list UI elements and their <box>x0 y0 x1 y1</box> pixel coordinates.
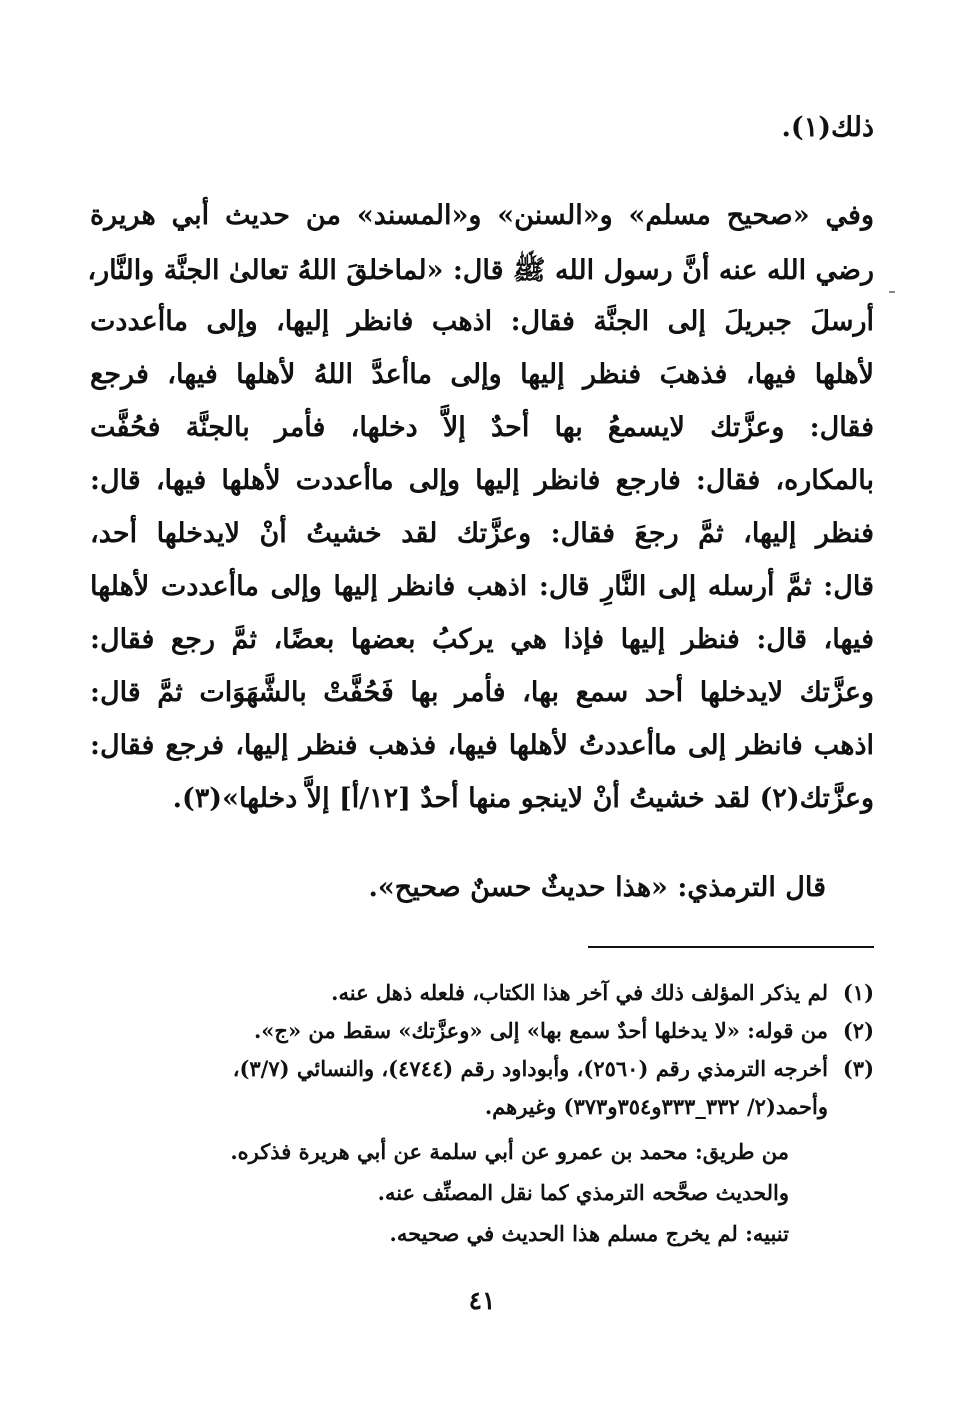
paragraph-line: اذهب فانظر إلى ماأعددتُ لأهلها فيها، فذهب فنظر إليها، فرجع فقال: <box>90 730 874 761</box>
footnote-3-note: من طريق: محمد بن عمرو عن أبي سلمة عن أبي هريرة فذكره. <box>230 1139 789 1164</box>
footnote-number: (٣) <box>842 1056 874 1081</box>
paragraph-line: فنظر إليها، ثمَّ رجعَ فقال: وعزَّتك لقد خشيتُ أنْ لايدخلها أحد، <box>90 518 874 549</box>
footnote-number: (٢) <box>842 1018 874 1043</box>
footnote-3-note: والحديث صحَّحه الترمذي كما نقل المصنِّف عنه. <box>377 1180 789 1205</box>
footnote-1 <box>331 980 874 1005</box>
footnote-number: (١) <box>842 980 874 1005</box>
paragraph-line: فقال: وعزَّتك لايسمعُ بها أحدٌ إلاَّ دخلها، فأمر بالجنَّة فحُفَّت <box>90 412 874 443</box>
footnote-3-continuation: وأحمد(٢/ ٣٣٢_٣٣٣و٣٥٤و٣٧٣) وغيرهم. <box>484 1094 828 1119</box>
paragraph-line: بالمكاره، فقال: فارجع فانظر إليها وإلى ماأعددت لأهلها فيها، قال: <box>90 465 874 496</box>
footnote-3-note: تنبيه: لم يخرج مسلم هذا الحديث في صحيحه. <box>389 1221 789 1246</box>
footnote-text: من قوله: «لا يدخلها أحدٌ سمع بها» إلى «وعزَّتك» سقط من «ج». <box>253 1018 828 1043</box>
page-number: ٤١ <box>468 1286 496 1315</box>
intro-line: ذلك(١). <box>781 112 874 143</box>
paragraph-line: وعزَّتك(٢) لقد خشيتُ أنْ لاينجو منها أحدٌ [١٢/أ] إلاَّ دخلها»(٣). <box>172 783 874 814</box>
paragraph-line: لأهلها فيها، فذهبَ فنظر إليها وإلى ماأعدَّ اللهُ لأهلها فيها، فرجع <box>90 359 874 390</box>
footnote-text: لم يذكر المؤلف ذلك في آخر هذا الكتاب، فلعله ذهل عنه. <box>331 980 828 1005</box>
tirmidhi-quote: قال الترمذي: «هذا حديثٌ حسنٌ صحيح». <box>368 872 826 903</box>
paragraph-line: قال: ثمَّ أرسله إلى النَّارِ قال: اذهب فانظر إليها وإلى ماأعددت لأهلها <box>90 571 874 602</box>
footnote-text: أخرجه الترمذي رقم (٢٥٦٠)، وأبوداود رقم (٤٧٤٤)، والنسائي (٣/٧)، <box>232 1056 828 1081</box>
paragraph-line: رضي الله عنه أنَّ رسول الله ﷺ قال: «لماخلقَ اللهُ تعالىٰ الجنَّة والنَّار، <box>87 255 874 286</box>
footnote-3 <box>233 1056 874 1081</box>
margin-mark <box>889 291 895 293</box>
footnote-2 <box>254 1018 874 1043</box>
footnote-separator <box>588 946 874 948</box>
paragraph-line: وفي «صحيح مسلم» و«السنن» و«المسند» من حديث أبي هريرة <box>90 200 874 231</box>
paragraph-line: فيها، قال: فنظر إليها فإذا هي يركبُ بعضها بعضًا، ثمَّ رجع فقال: <box>90 624 874 655</box>
paragraph-line: وعزَّتك لايدخلها أحد سمع بها، فأمر بها فَحُفَّتْ بالشَّهَوَات ثمَّ قال: <box>90 677 874 708</box>
paragraph-line: أرسلَ جبريلَ إلى الجنَّة فقال: اذهب فانظر إليها، وإلى ماأعددت <box>90 306 874 337</box>
